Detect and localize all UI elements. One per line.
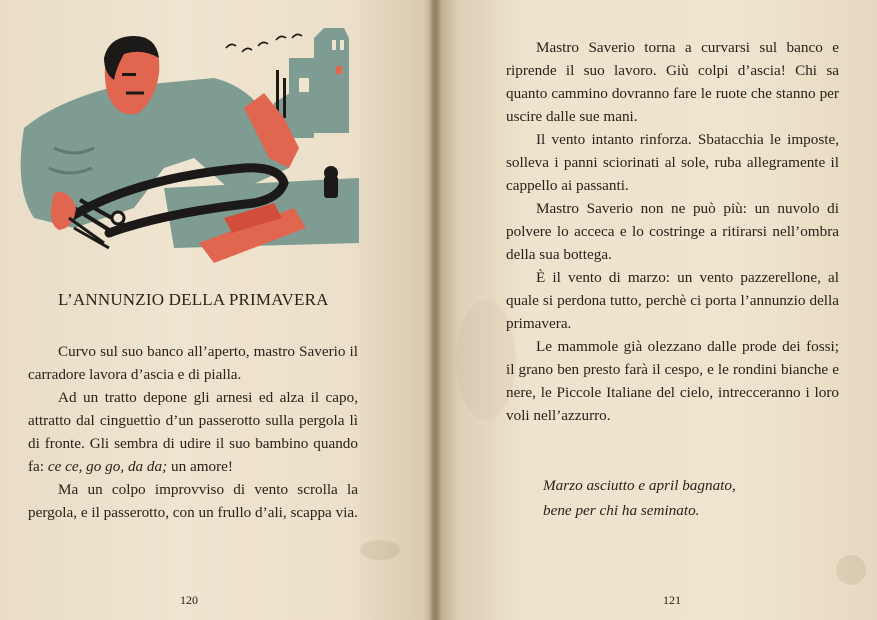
paragraph: Ad un tratto depone gli arnesi ed alza il capo, attratto dal cinguettìo d’un passerotto sulla pergola lì di fronte. Gli sembra di udire il suo bambino quando fa: ce ce, go go, da da; un amore! [28, 389, 358, 475]
left-body-text [28, 340, 358, 524]
paragraph: Mastro Saverio non ne può più: un nuvolo di polvere lo acceca e lo costringe a ritirarsi nell’ombra della sua bottega. [506, 200, 839, 263]
paragraph: È il vento di marzo: un vento pazzerellone, al quale si perdona tutto, perchè ci porta l’annunzio della primavera. [506, 269, 839, 332]
child-babble-quote: ce ce, go go, da da; [47, 458, 168, 475]
paragraph: Il vento intanto rinforza. Sbatacchia le imposte, solleva i panni sciorinati al sole, ruba allegramente il cappello ai passanti. [506, 131, 839, 194]
chapter-title: L’ANNUNZIO DELLA PRIMAVERA [58, 290, 329, 309]
page-number: 121 [663, 593, 681, 607]
page-number: 120 [180, 593, 198, 607]
book-gutter [428, 0, 442, 620]
paragraph: Curvo sul suo banco all’aperto, mastro Saverio il carradore lavora d’ascia e di pialla. [28, 343, 358, 383]
proverb-line: Marzo asciutto e april bagnato, [543, 477, 736, 494]
craftsman-woodworking-illustration [14, 18, 374, 268]
right-body-text [506, 36, 839, 427]
proverb-line: bene per chi ha seminato. [543, 502, 700, 519]
paragraph: Ma un colpo improvviso di vento scrolla la pergola, e il passerotto, con un frullo d’ali, scappa via. [28, 481, 358, 521]
left-page [0, 0, 436, 620]
paragraph: Mastro Saverio torna a curvarsi sul banco e riprende il suo lavoro. Giù colpi d’ascia! Chi sa quanto cammino dovranno fare le ruote che stanno per uscire dalle sue mani. [506, 39, 839, 125]
paragraph: Le mammole già olezzano dalle prode dei fossi; il grano ben presto farà il cespo, e le rondini bianche e nere, le Piccole Italiane del cielo, intrecceranno i loro voli nell’azzurro. [506, 338, 839, 424]
proverb [543, 473, 803, 523]
